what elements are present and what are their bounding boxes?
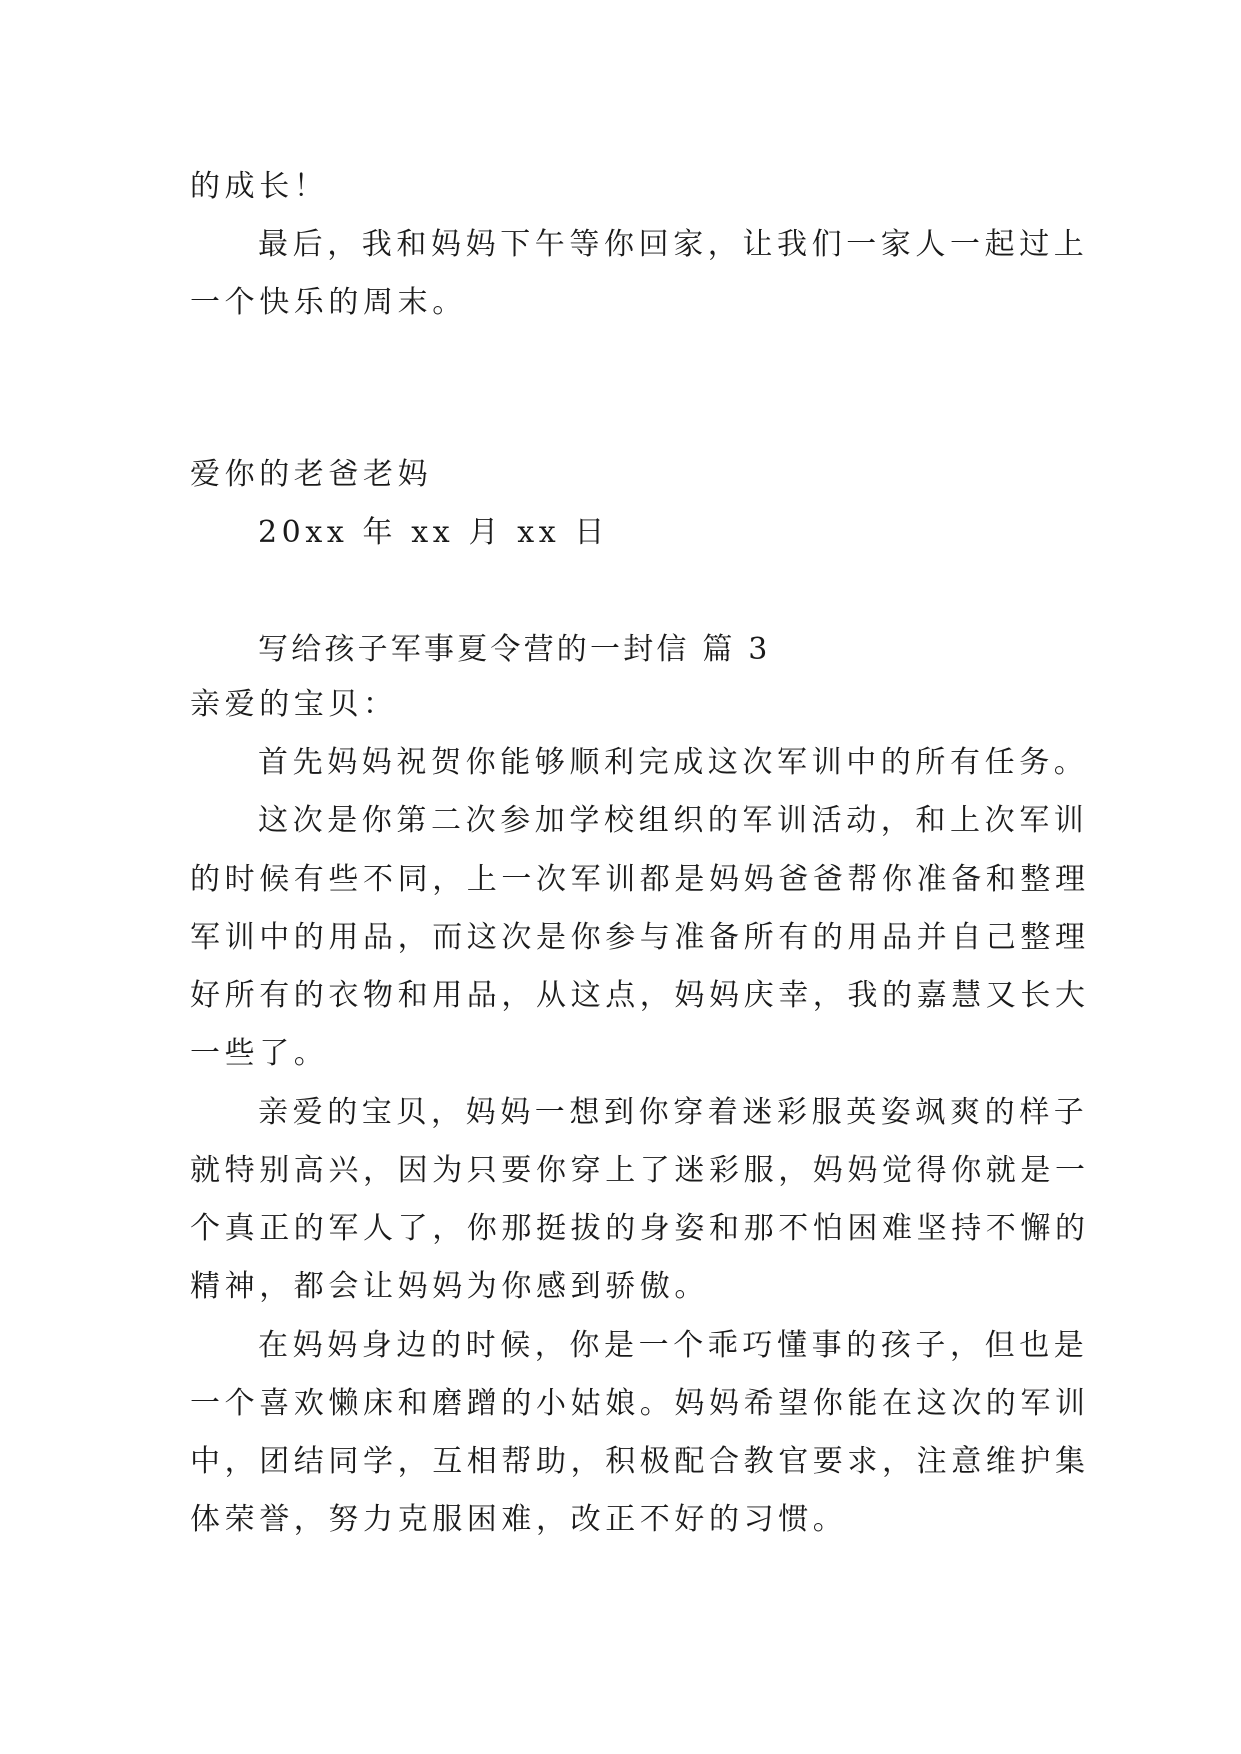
paragraph-line: 军训中的用品，而这次是你参与准备所有的用品并自己整理	[190, 920, 1090, 955]
paragraph-line: 中，团结同学，互相帮助，积极配合教官要求，注意维护集	[190, 1444, 1090, 1479]
paragraph-line: 体荣誉，努力克服困难，改正不好的习惯。	[190, 1502, 848, 1537]
paragraph-line: 就特别高兴，因为只要你穿上了迷彩服，妈妈觉得你就是一	[190, 1153, 1090, 1188]
paragraph-line: 精神，都会让妈妈为你感到骄傲。	[190, 1269, 709, 1304]
section-title: 写给孩子军事夏令营的一封信 篇 3	[258, 632, 771, 667]
salutation: 亲爱的宝贝：	[190, 687, 398, 722]
paragraph-line: 一个喜欢懒床和磨蹭的小姑娘。妈妈希望你能在这次的军训	[190, 1386, 1090, 1421]
paragraph-line: 一个快乐的周末。	[190, 285, 467, 320]
paragraph-line: 的时候有些不同，上一次军训都是妈妈爸爸帮你准备和整理	[190, 862, 1090, 897]
paragraph-line: 一些了。	[190, 1036, 329, 1071]
paragraph-line: 在妈妈身边的时候，你是一个乖巧懂事的孩子，但也是	[258, 1328, 1089, 1363]
paragraph-line: 亲爱的宝贝，妈妈一想到你穿着迷彩服英姿飒爽的样子	[258, 1095, 1089, 1130]
paragraph-line: 最后，我和妈妈下午等你回家，让我们一家人一起过上	[258, 227, 1089, 262]
signature-line: 爱你的老爸老妈	[190, 457, 433, 492]
paragraph-line: 的成长！	[190, 169, 329, 204]
date-line: 20xx 年 xx 月 xx 日	[258, 515, 609, 550]
paragraph-line: 这次是你第二次参加学校组织的军训活动，和上次军训	[258, 803, 1089, 838]
paragraph-line: 首先妈妈祝贺你能够顺利完成这次军训中的所有任务。	[258, 745, 1089, 780]
paragraph-line: 个真正的军人了，你那挺拔的身姿和那不怕困难坚持不懈的	[190, 1211, 1090, 1246]
paragraph-line: 好所有的衣物和用品，从这点，妈妈庆幸，我的嘉慧又长大	[190, 978, 1090, 1013]
